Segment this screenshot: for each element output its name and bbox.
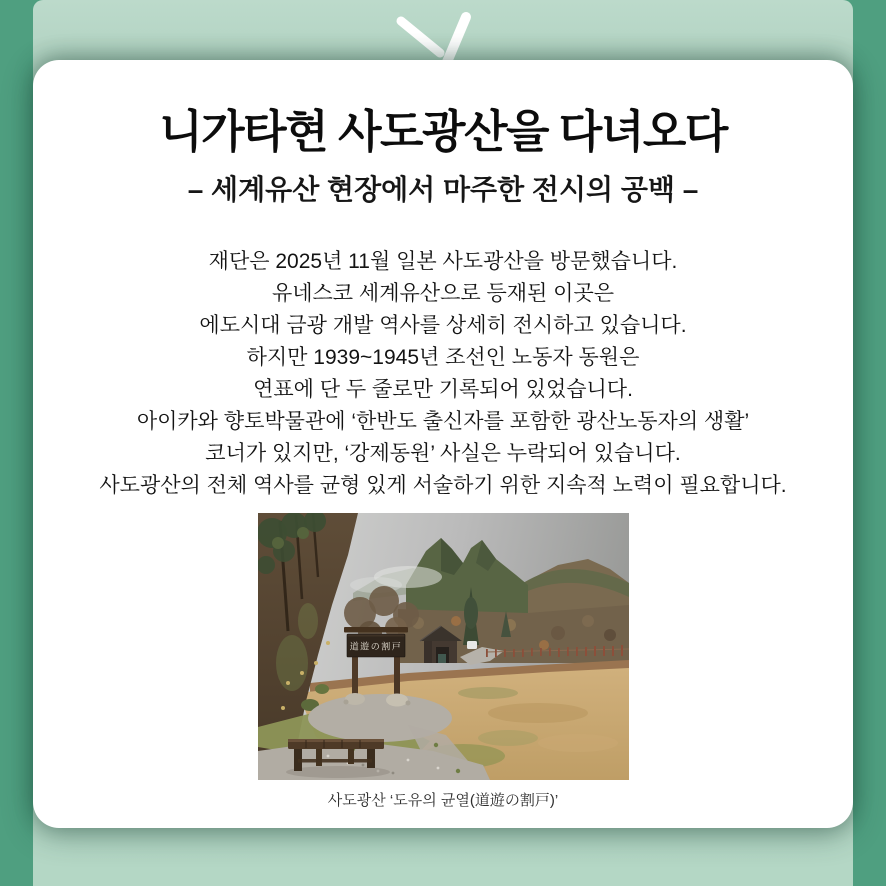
body-line: 코너가 있지만, ‘강제동원’ 사실은 누락되어 있습니다. [205, 442, 681, 465]
body-line: 하지만 1939~1945년 조선인 노동자 동원은 [246, 346, 640, 369]
page-title: 니가타현 사도광산을 다녀오다 [159, 106, 727, 157]
body-line: 아이카와 향토박물관에 ‘한반도 출신자를 포함한 광산노동자의 생활’ [136, 410, 750, 433]
body-line: 에도시대 금광 개발 역사를 상세히 전시하고 있습니다. [199, 314, 687, 337]
body-text [33, 246, 853, 502]
page-subtitle: – 세계유산 현장에서 마주한 전시의 공백 – [187, 174, 699, 205]
content-card [33, 60, 853, 828]
body-line: 사도광산의 전체 역사를 균형 있게 서술하기 위한 지속적 노력이 필요합니다. [99, 474, 787, 497]
photo-figure [33, 513, 853, 810]
photo-sign-text: 道遊の割戸 [349, 642, 402, 653]
sado-mine-photo [258, 513, 629, 780]
body-line: 유네스코 세계유산으로 등재된 이곳은 [271, 282, 615, 305]
body-line: 재단은 2025년 11월 일본 사도광산을 방문했습니다. [208, 250, 678, 273]
photo-caption: 사도광산 ‘도유의 균열(道遊の割戸)’ [327, 792, 559, 809]
body-line: 연표에 단 두 줄로만 기록되어 있었습니다. [253, 378, 633, 401]
